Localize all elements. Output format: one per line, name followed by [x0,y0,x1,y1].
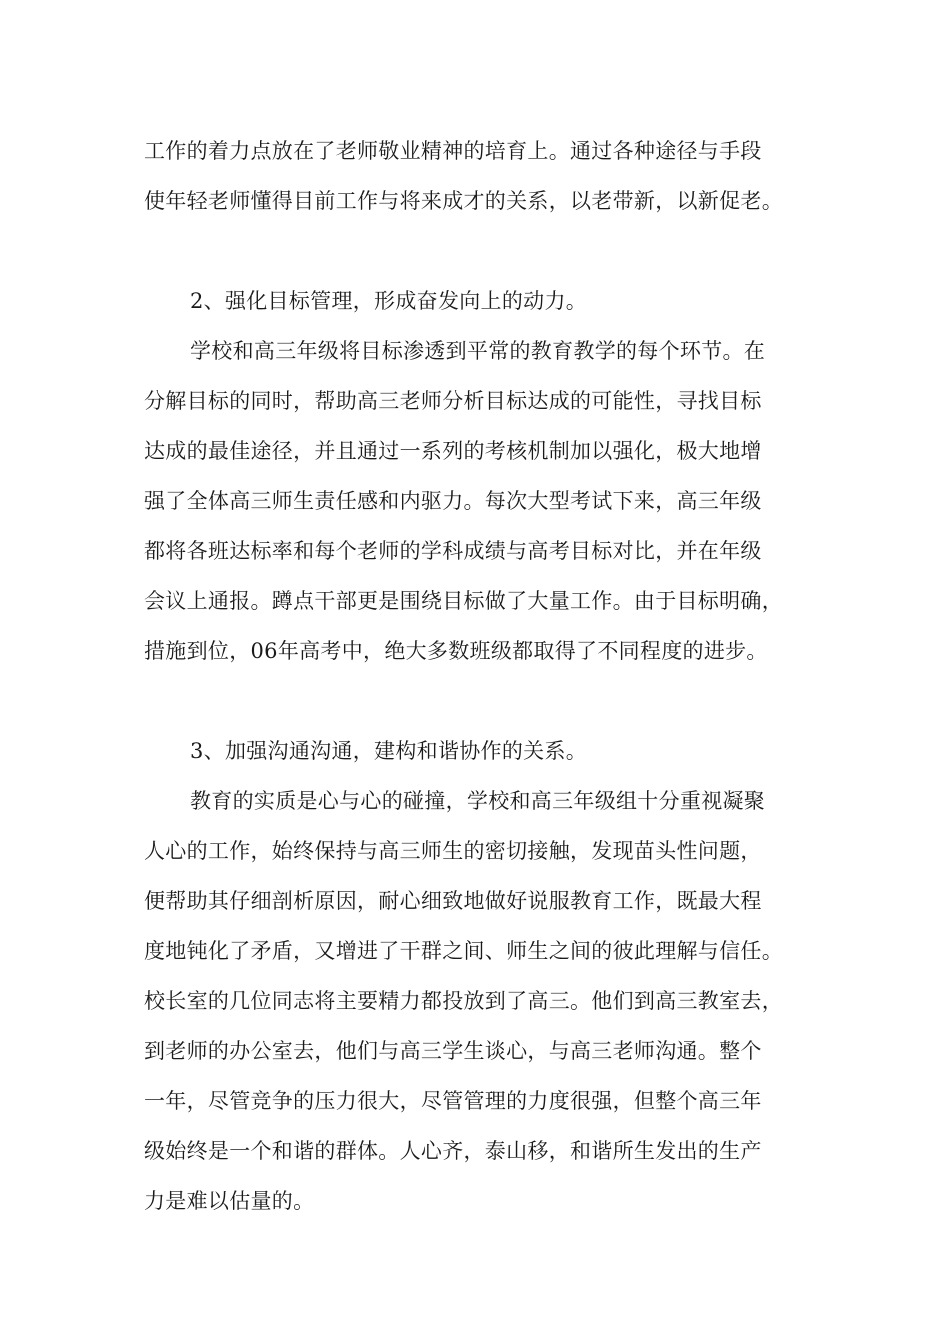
paragraph-2-line-4: 强了全体高三师生责任感和内驱力。每次大型考试下来，高三年级 [144,489,762,513]
paragraph-3-line-3: 便帮助其仔细剖析原因，耐心细致地做好说服教育工作，既最大程 [144,889,762,913]
paragraph-1-line-1: 工作的着力点放在了老师敬业精神的培育上。通过各种途径与手段 [144,139,762,163]
section-heading-2: 2、强化目标管理，形成奋发向上的动力。 [190,289,588,313]
paragraph-2-line-5: 都将各班达标率和每个老师的学科成绩与高考目标对比，并在年级 [144,539,762,563]
paragraph-3-line-8: 级始终是一个和谐的群体。人心齐，泰山移，和谐所生发出的生产 [144,1139,762,1163]
paragraph-3-line-1: 教育的实质是心与心的碰撞，学校和高三年级组十分重视凝聚 [190,789,766,813]
paragraph-2-line-6: 会议上通报。蹲点干部更是围绕目标做了大量工作。由于目标明确， [144,589,783,613]
paragraph-3-line-4: 度地钝化了矛盾，又增进了干群之间、师生之间的彼此理解与信任。 [144,939,783,963]
section-heading-3: 3、加强沟通沟通，建构和谐协作的关系。 [190,739,588,763]
paragraph-3-line-6: 到老师的办公室去，他们与高三学生谈心，与高三老师沟通。整个 [144,1039,762,1063]
paragraph-3-line-5: 校长室的几位同志将主要精力都投放到了高三。他们到高三教室去， [144,989,783,1013]
paragraph-2-line-1: 学校和高三年级将目标渗透到平常的教育教学的每个环节。在 [190,339,766,363]
paragraph-1-line-2: 使年轻老师懂得目前工作与将来成才的关系，以老带新，以新促老。 [144,189,783,213]
paragraph-3-line-9: 力是难以估量的。 [144,1189,315,1213]
paragraph-2-line-7: 措施到位，06年高考中，绝大多数班级都取得了不同程度的进步。 [144,639,768,663]
paragraph-3-line-7: 一年，尽管竞争的压力很大，尽管管理的力度很强，但整个高三年 [144,1089,762,1113]
paragraph-2-line-3: 达成的最佳途径，并且通过一系列的考核机制加以强化，极大地增 [144,439,762,463]
paragraph-3-line-2: 人心的工作，始终保持与高三师生的密切接触，发现苗头性问题， [144,839,762,863]
paragraph-2-line-2: 分解目标的同时，帮助高三老师分析目标达成的可能性，寻找目标 [144,389,762,413]
